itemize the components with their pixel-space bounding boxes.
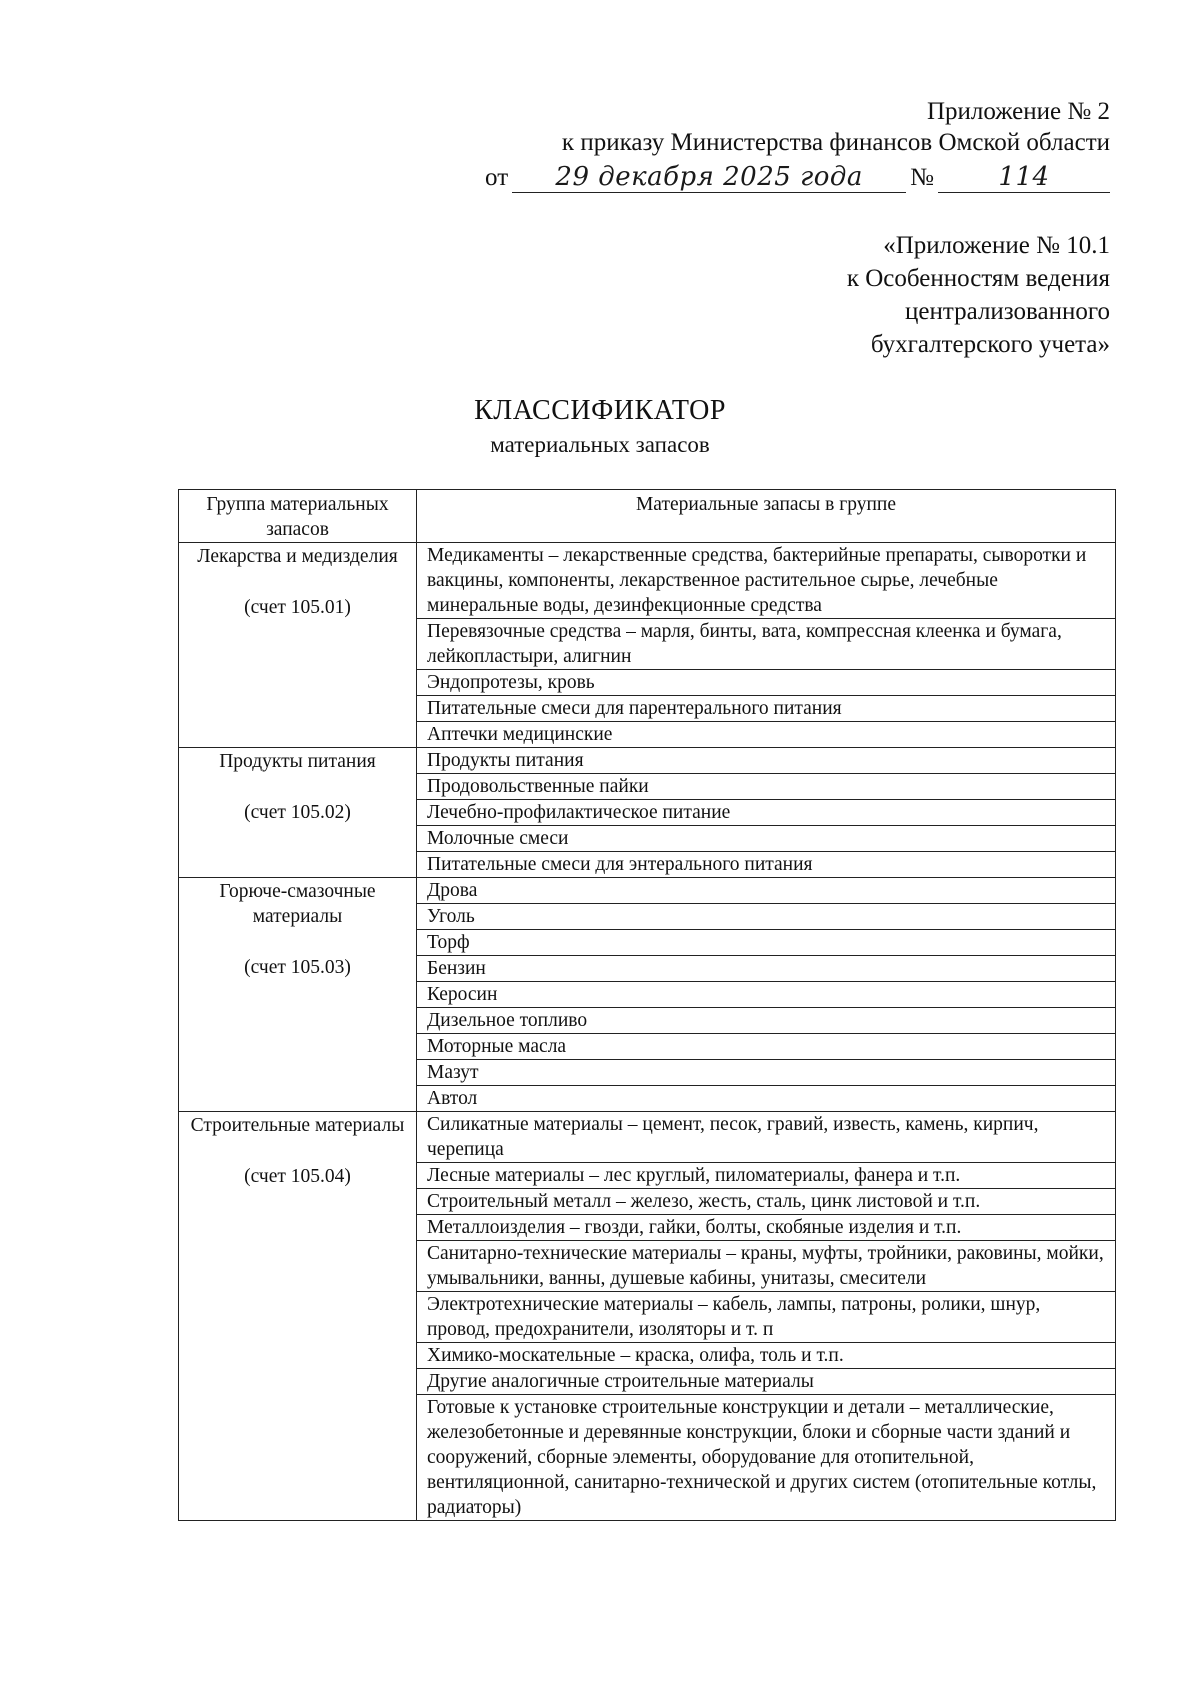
table-row: [179, 543, 1116, 619]
group-name: Продукты питания: [219, 751, 376, 772]
item-cell: Электротехнические материалы – кабель, лампы, патроны, ролики, шнур, провод, предохранители, изоляторы и т. п: [417, 1292, 1116, 1343]
item-cell: Бензин: [417, 956, 1116, 982]
attachment-line: централизованного: [905, 298, 1110, 325]
item-cell: Силикатные материалы – цемент, песок, гравий, известь, камень, кирпич, черепица: [417, 1112, 1116, 1163]
table-header-row: [179, 490, 1116, 543]
table-row: [179, 748, 1116, 774]
order-date-line: [481, 162, 1110, 193]
column-header-items: Материальные запасы в группе: [417, 490, 1116, 543]
group-cell: [179, 748, 417, 878]
item-cell: Уголь: [417, 904, 1116, 930]
item-cell: Металлоизделия – гвозди, гайки, болты, скобяные изделия и т.п.: [417, 1215, 1116, 1241]
item-cell: Керосин: [417, 982, 1116, 1008]
item-cell: Готовые к установке строительные конструкции и детали – металлические, железобетонные и деревянные конструкции, блоки и сборные части зданий и сооружений, сборные элементы, оборудование для отопительной, вентиляционной, санитарно-технической и других систем (отопительные котлы, радиаторы): [417, 1395, 1116, 1521]
item-cell: Дизельное топливо: [417, 1008, 1116, 1034]
classifier-table: [178, 489, 1116, 1521]
item-cell: Торф: [417, 930, 1116, 956]
item-cell: Продовольственные пайки: [417, 774, 1116, 800]
item-cell: Строительный металл – железо, жесть, сталь, цинк листовой и т.п.: [417, 1189, 1116, 1215]
handwritten-number: 114: [938, 162, 1110, 193]
attachment-reference: [847, 229, 1110, 361]
item-cell: Перевязочные средства – марля, бинты, вата, компрессная клеенка и бумага, лейкопластыри, алигнин: [417, 619, 1116, 670]
item-cell: Медикаменты – лекарственные средства, бактерийные препараты, сыворотки и вакцины, компоненты, лекарственное растительное сырье, лечебные минеральные воды, дезинфекционные средства: [417, 543, 1116, 619]
title-block: [0, 394, 1200, 460]
group-account: (счет 105.04): [244, 1166, 351, 1187]
item-cell: Другие аналогичные строительные материалы: [417, 1369, 1116, 1395]
item-cell: Питательные смеси для парентерального питания: [417, 696, 1116, 722]
item-cell: Химико-москательные – краска, олифа, толь и т.п.: [417, 1343, 1116, 1369]
item-cell: Молочные смеси: [417, 826, 1116, 852]
number-label: №: [910, 164, 934, 191]
item-cell: Лесные материалы – лес круглый, пиломатериалы, фанера и т.п.: [417, 1163, 1116, 1189]
table-row: [179, 1112, 1116, 1163]
handwritten-date: 29 декабря 2025 года: [512, 162, 906, 193]
attachment-line: к Особенностям ведения: [846, 265, 1110, 292]
item-cell: Продукты питания: [417, 748, 1116, 774]
appendix-number: Приложение № 2: [926, 98, 1110, 125]
group-name: Горюче-смазочные материалы: [219, 881, 376, 927]
item-cell: Лечебно-профилактическое питание: [417, 800, 1116, 826]
group-cell: [179, 543, 417, 748]
group-cell: [179, 1112, 417, 1521]
item-cell: Мазут: [417, 1060, 1116, 1086]
document-subtitle: материальных запасов: [490, 432, 710, 457]
item-cell: Эндопротезы, кровь: [417, 670, 1116, 696]
item-cell: Дрова: [417, 878, 1116, 904]
item-cell: Моторные масла: [417, 1034, 1116, 1060]
item-cell: Автол: [417, 1086, 1116, 1112]
item-cell: Аптечки медицинские: [417, 722, 1116, 748]
group-name: Строительные материалы: [190, 1115, 405, 1136]
group-cell: [179, 878, 417, 1112]
document-title: КЛАССИФИКАТОР: [474, 395, 726, 426]
group-account: (счет 105.03): [244, 957, 351, 978]
attachment-line: «Приложение № 10.1: [883, 232, 1110, 259]
group-account: (счет 105.02): [244, 802, 351, 823]
table-row: [179, 878, 1116, 904]
item-cell: Питательные смеси для энтерального питания: [417, 852, 1116, 878]
group-account: (счет 105.01): [244, 597, 351, 618]
column-header-group: Группа материальных запасов: [179, 490, 417, 543]
item-cell: Санитарно-технические материалы – краны, муфты, тройники, раковины, мойки, умывальники, ванны, душевые кабины, унитазы, смесители: [417, 1241, 1116, 1292]
attachment-line: бухгалтерского учета»: [870, 331, 1110, 358]
date-prefix: от: [485, 164, 509, 191]
group-name: Лекарства и медизделия: [197, 546, 398, 567]
order-header: [481, 96, 1110, 193]
order-reference: к приказу Министерства финансов Омской области: [561, 129, 1110, 156]
